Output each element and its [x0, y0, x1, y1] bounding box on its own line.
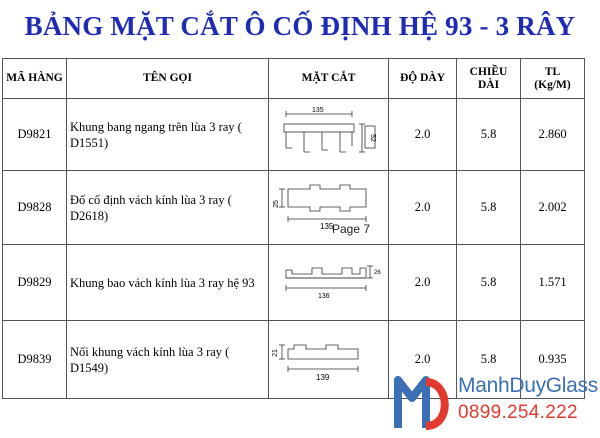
row-length: 5.8	[457, 171, 521, 245]
header-weight-line1: TL	[544, 65, 561, 78]
row-weight: 2.860	[521, 99, 585, 171]
md-logo-icon	[394, 370, 456, 432]
profile-section-drawing	[269, 321, 389, 399]
header-length-line1: CHIỀU	[469, 65, 508, 78]
watermark	[394, 370, 600, 432]
row-length: 5.8	[457, 321, 521, 399]
watermark-brand: ManhDuyGlass	[458, 374, 598, 397]
header-name: TÊN GỌI	[67, 59, 269, 99]
row-thickness: 2.0	[389, 99, 457, 171]
table-row	[3, 245, 585, 321]
dim-width-label: 135	[311, 106, 324, 114]
row-code: D9829	[3, 245, 67, 321]
header-thickness: ĐỘ DÀY	[389, 59, 457, 99]
dim-height-label: 25	[272, 199, 280, 208]
row-name: Đố cố định vách kính lùa 3 ray ( D2618)	[67, 171, 269, 245]
row-code: D9839	[3, 321, 67, 399]
page-number-label: Page 7	[332, 222, 371, 236]
dim-width-label: 139	[315, 372, 329, 382]
dim-width-label: 136	[317, 292, 330, 300]
row-thickness: 2.0	[389, 321, 457, 399]
profile-section-drawing	[269, 245, 389, 321]
row-thickness: 2.0	[389, 171, 457, 245]
dim-height-label: 52	[368, 133, 376, 142]
row-length: 5.8	[457, 99, 521, 171]
table-row	[3, 171, 585, 245]
dim-width-label: 135	[319, 221, 333, 231]
row-weight: 2.002	[521, 171, 585, 245]
profile-section-drawing	[269, 99, 389, 171]
table-header-row	[3, 59, 585, 99]
header-weight	[521, 59, 585, 99]
row-name: Nối khung vách kính lùa 3 ray ( D1549)	[67, 321, 269, 399]
row-code: D9828	[3, 171, 67, 245]
watermark-phone: 0899.254.222	[458, 402, 578, 423]
table-row	[3, 99, 585, 171]
header-length	[457, 59, 521, 99]
dim-height-label: 21	[271, 348, 279, 357]
profile-table	[2, 58, 585, 399]
row-thickness: 2.0	[389, 245, 457, 321]
row-name: Khung bang ngang trên lùa 3 ray ( D1551)	[67, 99, 269, 171]
header-length-line2: DÀI	[477, 78, 500, 91]
profile-d9829-drawing	[274, 252, 384, 314]
header-code: MÃ HÀNG	[3, 59, 67, 99]
page-title: BẢNG MẶT CẮT Ô CỐ ĐỊNH HỆ 93 - 3 RÂY	[24, 11, 576, 41]
row-code: D9821	[3, 99, 67, 171]
header-section: MẶT CẮT	[269, 59, 389, 99]
profile-section-drawing	[269, 171, 389, 245]
row-weight: 0.935	[521, 321, 585, 399]
row-name: Khung bao vách kính lùa 3 ray hệ 93	[67, 245, 269, 321]
row-length: 5.8	[457, 245, 521, 321]
header-weight-line2: (Kg/M)	[534, 78, 571, 91]
profile-d9821-drawing	[274, 104, 384, 166]
dim-height-label: 26	[373, 269, 381, 276]
profile-d9839-drawing	[271, 329, 384, 391]
row-weight: 1.571	[521, 245, 585, 321]
